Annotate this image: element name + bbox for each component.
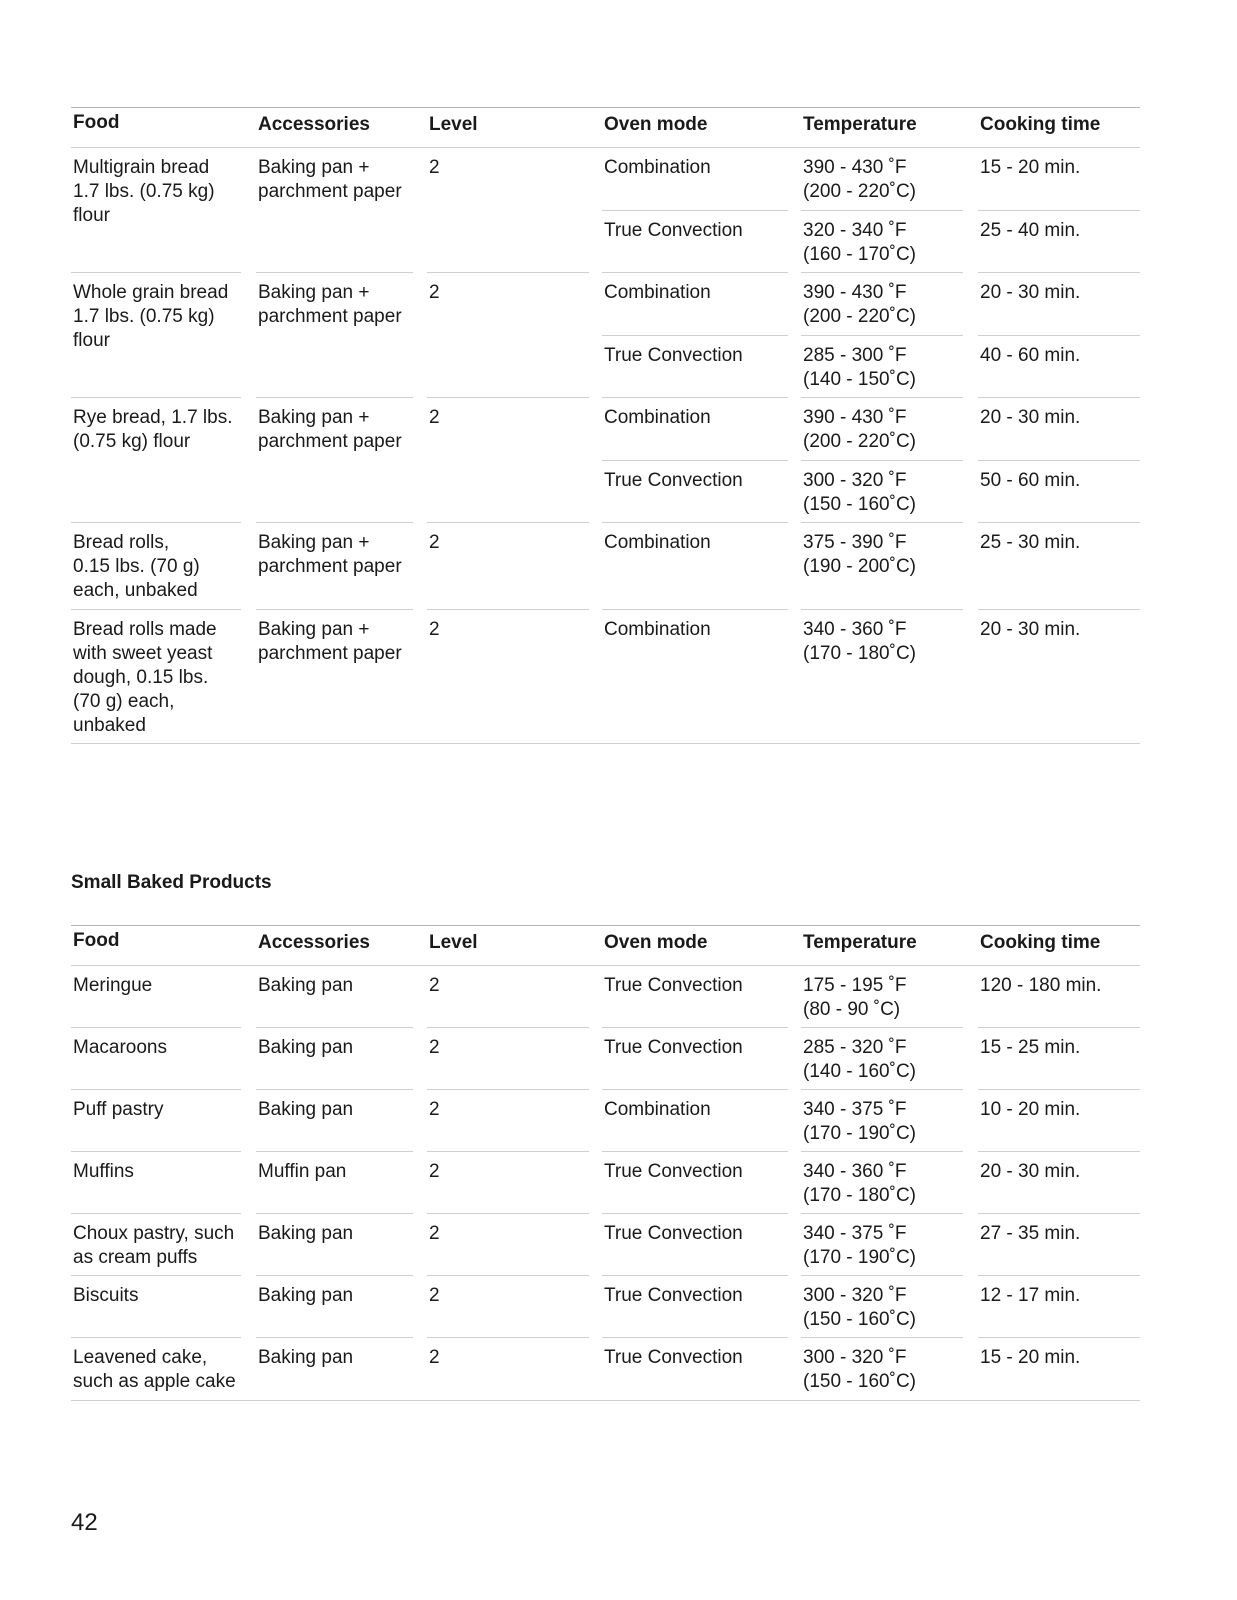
table-row bbox=[71, 1338, 1140, 1400]
table-header bbox=[71, 925, 1140, 966]
food-cell: Meringue bbox=[71, 966, 256, 1028]
accessories-cell: Baking pan + parchment paper bbox=[258, 619, 402, 664]
oven-mode-cell: True Convection bbox=[602, 1214, 801, 1276]
cooking-time-cell: 12 - 17 min. bbox=[978, 1276, 1140, 1338]
level-cell: 2 bbox=[429, 1347, 440, 1368]
temperature-cell: 375 - 390 ˚F (190 - 200˚C) bbox=[801, 523, 978, 610]
oven-mode-cell: True Convection bbox=[602, 461, 801, 523]
cooking-time-cell: 25 - 40 min. bbox=[978, 211, 1140, 273]
header-temperature: Temperature bbox=[803, 114, 917, 135]
oven-mode-cell: Combination bbox=[602, 273, 801, 336]
header-level: Level bbox=[429, 932, 478, 953]
level-cell: 2 bbox=[429, 619, 440, 640]
oven-mode-cell: True Convection bbox=[602, 1152, 801, 1214]
cooking-time-cell: 15 - 20 min. bbox=[980, 1347, 1081, 1368]
oven-mode-cell: True Convection bbox=[602, 1028, 801, 1090]
oven-mode-cell: True Convection bbox=[602, 211, 801, 273]
header-temperature: Temperature bbox=[803, 932, 917, 953]
temperature-cell: 340 - 360 ˚F (170 - 180˚C) bbox=[801, 1152, 978, 1214]
table-row bbox=[71, 398, 1140, 523]
accessories-cell: Baking pan bbox=[256, 1090, 427, 1152]
level-cell: 2 bbox=[427, 1276, 602, 1338]
temperature-cell: 285 - 320 ˚F (140 - 160˚C) bbox=[801, 1028, 978, 1090]
temperature-cell: 300 - 320 ˚F (150 - 160˚C) bbox=[801, 461, 978, 523]
temperature-cell: 390 - 430 ˚F (200 - 220˚C) bbox=[801, 273, 978, 336]
oven-mode-cell: True Convection bbox=[602, 1276, 801, 1338]
temperature-cell: 390 - 430 ˚F (200 - 220˚C) bbox=[801, 148, 978, 211]
oven-mode-cell: Combination bbox=[602, 148, 801, 211]
section-title: Small Baked Products bbox=[71, 872, 272, 893]
table-row bbox=[71, 1276, 1140, 1338]
cooking-time-cell: 25 - 30 min. bbox=[978, 523, 1140, 610]
header-food: Food bbox=[73, 112, 120, 133]
table-row bbox=[71, 1152, 1140, 1214]
accessories-cell: Baking pan bbox=[258, 1347, 354, 1368]
oven-mode-cell: Combination bbox=[602, 523, 801, 610]
temperature-cell: 285 - 300 ˚F (140 - 150˚C) bbox=[801, 336, 978, 398]
food-cell: Biscuits bbox=[71, 1276, 256, 1338]
accessories-cell: Baking pan bbox=[256, 966, 427, 1028]
table-header bbox=[71, 107, 1140, 148]
header-accessories: Accessories bbox=[258, 114, 370, 135]
level-cell: 2 bbox=[427, 1090, 602, 1152]
food-cell: Rye bread, 1.7 lbs. (0.75 kg) flour bbox=[71, 398, 256, 523]
table-bottom-rule bbox=[71, 1400, 1140, 1401]
cooking-time-cell: 20 - 30 min. bbox=[978, 398, 1140, 461]
level-cell: 2 bbox=[427, 1028, 602, 1090]
temperature-cell: 300 - 320 ˚F (150 - 160˚C) bbox=[801, 1276, 978, 1338]
food-cell: Macaroons bbox=[71, 1028, 256, 1090]
cooking-time-cell: 20 - 30 min. bbox=[980, 619, 1081, 640]
header-level: Level bbox=[429, 114, 478, 135]
accessories-cell: Baking pan + parchment paper bbox=[256, 398, 427, 523]
cooking-time-cell: 40 - 60 min. bbox=[978, 336, 1140, 398]
temperature-cell: 300 - 320 ˚F (150 - 160˚C) bbox=[803, 1347, 916, 1392]
cooking-time-cell: 120 - 180 min. bbox=[978, 966, 1140, 1028]
food-cell: Bread rolls made with sweet yeast dough, 0.15 lbs. (70 g) each, unbaked bbox=[73, 619, 217, 736]
food-cell: Puff pastry bbox=[71, 1090, 256, 1152]
food-cell: Leavened cake, such as apple cake bbox=[73, 1347, 236, 1392]
temperature-cell: 175 - 195 ˚F (80 - 90 ˚C) bbox=[801, 966, 978, 1028]
table-row bbox=[71, 1214, 1140, 1276]
level-cell: 2 bbox=[427, 398, 602, 523]
cooking-time-cell: 15 - 25 min. bbox=[978, 1028, 1140, 1090]
table-row bbox=[71, 273, 1140, 398]
oven-mode-cell: Combination bbox=[604, 619, 711, 640]
header-accessories: Accessories bbox=[258, 932, 370, 953]
accessories-cell: Muffin pan bbox=[256, 1152, 427, 1214]
table-row bbox=[71, 610, 1140, 743]
level-cell: 2 bbox=[427, 523, 602, 610]
header-oven-mode: Oven mode bbox=[604, 114, 708, 135]
table-row bbox=[71, 1090, 1140, 1152]
table-row bbox=[71, 148, 1140, 273]
accessories-cell: Baking pan bbox=[256, 1028, 427, 1090]
small-baked-products-table bbox=[71, 925, 1140, 1401]
bread-baking-table bbox=[71, 107, 1140, 744]
page-number: 42 bbox=[71, 1509, 98, 1536]
level-cell: 2 bbox=[427, 1214, 602, 1276]
temperature-cell: 340 - 375 ˚F (170 - 190˚C) bbox=[801, 1090, 978, 1152]
temperature-cell: 320 - 340 ˚F (160 - 170˚C) bbox=[801, 211, 978, 273]
cooking-time-cell: 50 - 60 min. bbox=[978, 461, 1140, 523]
level-cell: 2 bbox=[427, 148, 602, 273]
table-row bbox=[71, 966, 1140, 1028]
accessories-cell: Baking pan bbox=[256, 1214, 427, 1276]
temperature-cell: 340 - 375 ˚F (170 - 190˚C) bbox=[801, 1214, 978, 1276]
header-food: Food bbox=[73, 930, 120, 951]
oven-mode-cell: Combination bbox=[602, 398, 801, 461]
food-cell: Muffins bbox=[71, 1152, 256, 1214]
accessories-cell: Baking pan + parchment paper bbox=[256, 523, 427, 610]
cooking-time-cell: 20 - 30 min. bbox=[978, 273, 1140, 336]
cooking-time-cell: 10 - 20 min. bbox=[978, 1090, 1140, 1152]
food-cell: Whole grain bread 1.7 lbs. (0.75 kg) flour bbox=[71, 273, 256, 398]
level-cell: 2 bbox=[427, 966, 602, 1028]
table-row bbox=[71, 523, 1140, 610]
oven-mode-cell: True Convection bbox=[602, 336, 801, 398]
cooking-time-cell: 15 - 20 min. bbox=[978, 148, 1140, 211]
food-cell: Choux pastry, such as cream puffs bbox=[71, 1214, 256, 1276]
level-cell: 2 bbox=[427, 1152, 602, 1214]
header-cooking-time: Cooking time bbox=[980, 932, 1101, 953]
temperature-cell: 340 - 360 ˚F (170 - 180˚C) bbox=[803, 619, 916, 664]
table-bottom-rule bbox=[71, 743, 1140, 744]
header-oven-mode: Oven mode bbox=[604, 932, 708, 953]
oven-mode-cell: True Convection bbox=[602, 966, 801, 1028]
cooking-time-cell: 27 - 35 min. bbox=[978, 1214, 1140, 1276]
table-row bbox=[71, 1028, 1140, 1090]
level-cell: 2 bbox=[427, 273, 602, 398]
cooking-time-cell: 20 - 30 min. bbox=[978, 1152, 1140, 1214]
oven-mode-cell: Combination bbox=[602, 1090, 801, 1152]
oven-mode-cell: True Convection bbox=[604, 1347, 743, 1368]
accessories-cell: Baking pan + parchment paper bbox=[256, 273, 427, 398]
accessories-cell: Baking pan + parchment paper bbox=[256, 148, 427, 273]
food-cell: Multigrain bread 1.7 lbs. (0.75 kg) flour bbox=[71, 148, 256, 273]
temperature-cell: 390 - 430 ˚F (200 - 220˚C) bbox=[801, 398, 978, 461]
food-cell: Bread rolls, 0.15 lbs. (70 g) each, unbaked bbox=[71, 523, 256, 610]
accessories-cell: Baking pan bbox=[256, 1276, 427, 1338]
header-cooking-time: Cooking time bbox=[980, 114, 1101, 135]
